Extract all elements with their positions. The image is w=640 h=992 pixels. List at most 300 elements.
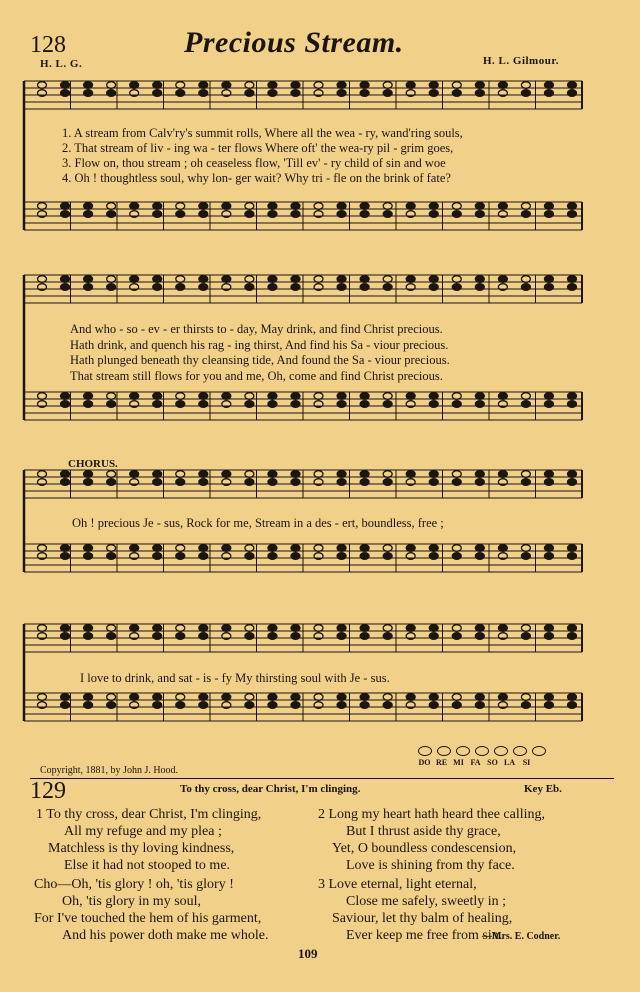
note-head	[291, 276, 300, 283]
note-head	[475, 479, 484, 486]
note-head	[153, 545, 162, 552]
note-head	[429, 393, 438, 400]
note-head	[38, 276, 47, 283]
note-head	[107, 276, 116, 283]
note-head	[84, 545, 93, 552]
note-head	[153, 401, 162, 408]
stanza-line: Close me safely, sweetly in ;	[346, 894, 507, 909]
note-head	[222, 203, 231, 210]
solfa-mi: MI	[453, 758, 464, 767]
note-head	[360, 553, 369, 560]
note-head	[475, 702, 484, 709]
note-head	[176, 553, 185, 560]
note-head	[130, 694, 139, 701]
note-head	[360, 702, 369, 709]
stanza-line: Matchless is thy loving kindness,	[48, 841, 235, 856]
note-head	[475, 276, 484, 283]
chorus-lyric-line: Oh ! precious Je - sus, Rock for me, Stream in a des - ert, boundless, free ;	[72, 516, 444, 530]
note-head	[291, 284, 300, 291]
note-head	[130, 203, 139, 210]
note-head	[61, 633, 70, 640]
note-head	[568, 203, 577, 210]
note-head	[383, 90, 392, 97]
note-head	[107, 284, 116, 291]
note-head	[521, 625, 530, 632]
note-head	[245, 625, 254, 632]
lyricist-credit: H. L. G.	[40, 58, 83, 70]
note-head	[176, 211, 185, 218]
note-head	[568, 82, 577, 89]
note-head	[568, 401, 577, 408]
note-head	[452, 702, 461, 709]
note-head	[84, 479, 93, 486]
stanza-line: For I've touched the hem of his garment,	[34, 911, 262, 926]
note-head	[130, 276, 139, 283]
note-head	[245, 553, 254, 560]
note-head	[61, 694, 70, 701]
note-head	[153, 479, 162, 486]
note-head	[61, 211, 70, 218]
note-head	[268, 471, 277, 478]
note-head	[383, 276, 392, 283]
note-head	[84, 471, 93, 478]
note-head	[568, 694, 577, 701]
note-head	[176, 702, 185, 709]
note-head	[383, 702, 392, 709]
note-head	[107, 401, 116, 408]
note-head	[245, 401, 254, 408]
note-head	[360, 633, 369, 640]
note-head	[521, 211, 530, 218]
note-head	[360, 401, 369, 408]
note-head	[245, 393, 254, 400]
stanza-line: Love is shining from thy face.	[346, 858, 515, 873]
note-head	[337, 471, 346, 478]
note-head	[544, 90, 553, 97]
note-head	[61, 553, 70, 560]
note-head	[84, 284, 93, 291]
note-head	[291, 694, 300, 701]
author-credit: —Mrs. E. Codner.	[482, 931, 561, 942]
note-head	[544, 393, 553, 400]
note-head	[222, 625, 231, 632]
note-head	[314, 393, 323, 400]
note-head	[544, 553, 553, 560]
note-head	[199, 694, 208, 701]
note-head	[245, 633, 254, 640]
note-head	[383, 471, 392, 478]
refrain-line: Hath drink, and quench his rag - ing thirst, And find his Sa - viour precious.	[70, 337, 449, 352]
note-head	[429, 284, 438, 291]
note-head	[84, 276, 93, 283]
note-head	[153, 203, 162, 210]
note-head	[521, 479, 530, 486]
note-head	[38, 545, 47, 552]
refrain-lyrics	[70, 322, 450, 384]
note-head	[452, 401, 461, 408]
note-head	[568, 284, 577, 291]
note-head	[61, 545, 70, 552]
solfa-scale	[418, 746, 546, 767]
note-head	[61, 203, 70, 210]
note-head	[383, 203, 392, 210]
note-head	[84, 203, 93, 210]
note-head	[544, 625, 553, 632]
note-head	[222, 82, 231, 89]
note-head	[568, 702, 577, 709]
note-head	[61, 82, 70, 89]
note-head	[544, 633, 553, 640]
note-head	[153, 90, 162, 97]
note-head	[337, 553, 346, 560]
note-head	[153, 393, 162, 400]
note-head	[38, 471, 47, 478]
divider	[30, 778, 614, 779]
note-head	[61, 471, 70, 478]
note-head	[521, 284, 530, 291]
note-head	[337, 545, 346, 552]
note-head	[452, 694, 461, 701]
stanza-line: But I thrust aside thy grace,	[346, 824, 501, 839]
note-head	[291, 625, 300, 632]
note-head	[176, 479, 185, 486]
note-head	[199, 702, 208, 709]
note-head	[107, 694, 116, 701]
note-head	[222, 694, 231, 701]
verse-line: 2. That stream of liv - ing wa - ter flows Where oft' the wea-ry pil - grim goes,	[62, 141, 454, 155]
note-head	[291, 90, 300, 97]
note-head	[498, 471, 507, 478]
note-head	[268, 82, 277, 89]
key-signature-label: Key Eb.	[524, 783, 562, 795]
note-head	[429, 479, 438, 486]
note-head	[153, 633, 162, 640]
note-head	[176, 276, 185, 283]
note-head	[568, 633, 577, 640]
note-head	[130, 625, 139, 632]
note-head	[429, 82, 438, 89]
note-head	[130, 471, 139, 478]
copyright-notice: Copyright, 1881, by John J. Hood.	[40, 765, 179, 776]
note-head	[544, 211, 553, 218]
note-head	[337, 625, 346, 632]
note-head	[153, 694, 162, 701]
note-head	[84, 553, 93, 560]
note-head	[568, 393, 577, 400]
note-head	[521, 471, 530, 478]
note-head	[544, 545, 553, 552]
note-head	[291, 633, 300, 640]
note-head	[406, 625, 415, 632]
note-head	[544, 82, 553, 89]
note-head	[107, 393, 116, 400]
note-head	[268, 479, 277, 486]
note-head	[199, 553, 208, 560]
note-head	[475, 694, 484, 701]
note-head	[245, 471, 254, 478]
chorus-stanza	[34, 876, 268, 944]
note-head	[498, 694, 507, 701]
note-head	[84, 90, 93, 97]
stanza-line: 3 Love eternal, light eternal,	[318, 877, 477, 892]
note-head	[199, 633, 208, 640]
note-head	[360, 479, 369, 486]
note-head	[314, 545, 323, 552]
note-head	[475, 203, 484, 210]
note-head	[360, 284, 369, 291]
note-head	[61, 625, 70, 632]
note-head	[521, 393, 530, 400]
note-head	[452, 479, 461, 486]
note-head	[383, 633, 392, 640]
hymn-number: 128	[30, 32, 66, 58]
note-head	[360, 276, 369, 283]
note-head	[84, 694, 93, 701]
note-head	[84, 633, 93, 640]
note-head	[153, 284, 162, 291]
note-head	[337, 694, 346, 701]
page-number: 109	[298, 946, 318, 961]
note-head	[222, 471, 231, 478]
note-head	[268, 694, 277, 701]
verse-line: 1. A stream from Calv'ry's summit rolls, Where all the wea - ry, wand'ring souls,	[62, 126, 463, 140]
note-head	[245, 545, 254, 552]
note-head	[337, 393, 346, 400]
note-head	[153, 82, 162, 89]
note-head	[268, 393, 277, 400]
chorus-label: CHORUS.	[68, 458, 118, 470]
note-head	[544, 694, 553, 701]
note-head	[176, 401, 185, 408]
note-head	[452, 625, 461, 632]
note-head	[498, 625, 507, 632]
note-head	[222, 545, 231, 552]
note-head	[291, 545, 300, 552]
note-head	[84, 211, 93, 218]
note-head	[291, 401, 300, 408]
note-head	[199, 625, 208, 632]
note-head	[107, 471, 116, 478]
note-head	[544, 702, 553, 709]
note-head	[475, 633, 484, 640]
note-head	[498, 203, 507, 210]
refrain-line: And who - so - ev - er thirsts to - day, May drink, and find Christ precious.	[70, 322, 443, 336]
note-head	[107, 702, 116, 709]
note-head	[199, 401, 208, 408]
note-head	[291, 82, 300, 89]
note-head	[452, 82, 461, 89]
note-head	[452, 211, 461, 218]
note-head	[383, 545, 392, 552]
note-head	[498, 276, 507, 283]
note-head	[176, 545, 185, 552]
note-head	[498, 82, 507, 89]
note-head	[291, 702, 300, 709]
note-head	[107, 625, 116, 632]
hymn-number: 129	[30, 778, 66, 804]
note-head	[38, 694, 47, 701]
note-head	[61, 393, 70, 400]
note-head	[521, 401, 530, 408]
note-head	[429, 694, 438, 701]
note-head	[360, 203, 369, 210]
note-head	[176, 284, 185, 291]
note-head	[521, 633, 530, 640]
note-head	[429, 471, 438, 478]
note-head	[176, 633, 185, 640]
note-head	[61, 90, 70, 97]
note-head	[291, 479, 300, 486]
verse-line: 4. Oh ! thoughtless soul, why lon- ger wait? Why tri - fle on the brink of fate?	[62, 171, 451, 185]
note-head	[568, 479, 577, 486]
note-head	[337, 702, 346, 709]
note-head	[475, 553, 484, 560]
note-head	[337, 633, 346, 640]
note-head	[429, 203, 438, 210]
note-head	[84, 625, 93, 632]
note-head	[498, 393, 507, 400]
note-head	[360, 393, 369, 400]
note-head	[406, 471, 415, 478]
note-head	[268, 702, 277, 709]
verse-line: 3. Flow on, thou stream ; oh ceaseless flow, 'Till ev' - ry child of sin and woe	[62, 156, 446, 170]
note-head	[568, 553, 577, 560]
note-head	[383, 479, 392, 486]
note-head	[383, 284, 392, 291]
note-head	[383, 401, 392, 408]
note-head	[245, 211, 254, 218]
note-head	[544, 401, 553, 408]
note-head	[337, 203, 346, 210]
note-head	[291, 203, 300, 210]
note-head	[406, 694, 415, 701]
note-head	[568, 471, 577, 478]
note-head	[406, 82, 415, 89]
note-head	[406, 393, 415, 400]
note-head	[107, 82, 116, 89]
note-head	[429, 545, 438, 552]
note-head	[107, 553, 116, 560]
note-head	[291, 553, 300, 560]
note-head	[452, 471, 461, 478]
note-head	[199, 211, 208, 218]
note-head	[521, 702, 530, 709]
note-head	[130, 82, 139, 89]
note-head	[61, 401, 70, 408]
solfa-fa: FA	[470, 758, 481, 767]
refrain-line: Hath plunged beneath thy cleansing tide, And found the Sa - viour precious.	[70, 353, 450, 368]
note-head	[568, 625, 577, 632]
hymn-title: Precious Stream.	[184, 26, 404, 59]
stanza-line: And his power doth make me whole.	[62, 928, 269, 943]
note-head	[521, 694, 530, 701]
note-head	[176, 82, 185, 89]
note-head	[245, 479, 254, 486]
note-head	[406, 545, 415, 552]
note-head	[314, 694, 323, 701]
solfa-so: SO	[487, 758, 498, 767]
note-head	[360, 545, 369, 552]
note-head	[245, 203, 254, 210]
note-head	[176, 203, 185, 210]
stanza-line: All my refuge and my plea ;	[64, 824, 222, 839]
note-head	[429, 702, 438, 709]
note-head	[544, 276, 553, 283]
note-head	[475, 211, 484, 218]
note-head	[544, 284, 553, 291]
note-head	[153, 471, 162, 478]
note-head	[429, 553, 438, 560]
note-head	[452, 90, 461, 97]
chorus-lyric-line: I love to drink, and sat - is - fy My thirsting soul with Je - sus.	[80, 671, 390, 685]
note-head	[291, 471, 300, 478]
note-head	[337, 90, 346, 97]
refrain-line: That stream still flows for you and me, Oh, come and find Christ precious.	[70, 368, 443, 383]
note-head	[568, 90, 577, 97]
note-head	[245, 276, 254, 283]
note-head	[38, 203, 47, 210]
note-head	[475, 90, 484, 97]
note-head	[107, 90, 116, 97]
note-head	[452, 276, 461, 283]
note-head	[406, 203, 415, 210]
note-head	[84, 702, 93, 709]
note-head	[245, 90, 254, 97]
note-head	[199, 90, 208, 97]
note-head	[360, 625, 369, 632]
note-head	[475, 82, 484, 89]
note-head	[337, 401, 346, 408]
note-head	[452, 633, 461, 640]
note-head	[84, 393, 93, 400]
note-head	[475, 401, 484, 408]
note-head	[383, 625, 392, 632]
note-head	[153, 625, 162, 632]
note-head	[521, 553, 530, 560]
note-head	[429, 625, 438, 632]
note-head	[199, 393, 208, 400]
note-head	[314, 471, 323, 478]
note-head	[268, 90, 277, 97]
note-head	[268, 633, 277, 640]
note-head	[222, 276, 231, 283]
note-head	[268, 276, 277, 283]
note-head	[337, 479, 346, 486]
note-head	[176, 625, 185, 632]
note-head	[176, 90, 185, 97]
note-head	[199, 276, 208, 283]
note-head	[153, 276, 162, 283]
note-head	[245, 702, 254, 709]
solfa-la: LA	[503, 758, 516, 767]
note-head	[61, 479, 70, 486]
note-head	[475, 625, 484, 632]
stanza-line: Yet, O boundless condescension,	[332, 841, 517, 856]
note-head	[383, 694, 392, 701]
note-head	[452, 393, 461, 400]
note-head	[107, 479, 116, 486]
note-head	[153, 553, 162, 560]
hymn-title: To thy cross, dear Christ, I'm clinging.	[180, 783, 361, 795]
note-head	[222, 393, 231, 400]
solfa-re: RE	[435, 758, 448, 767]
note-head	[544, 203, 553, 210]
note-head	[475, 471, 484, 478]
note-head	[291, 393, 300, 400]
note-head	[107, 203, 116, 210]
note-head	[153, 211, 162, 218]
note-head	[452, 553, 461, 560]
